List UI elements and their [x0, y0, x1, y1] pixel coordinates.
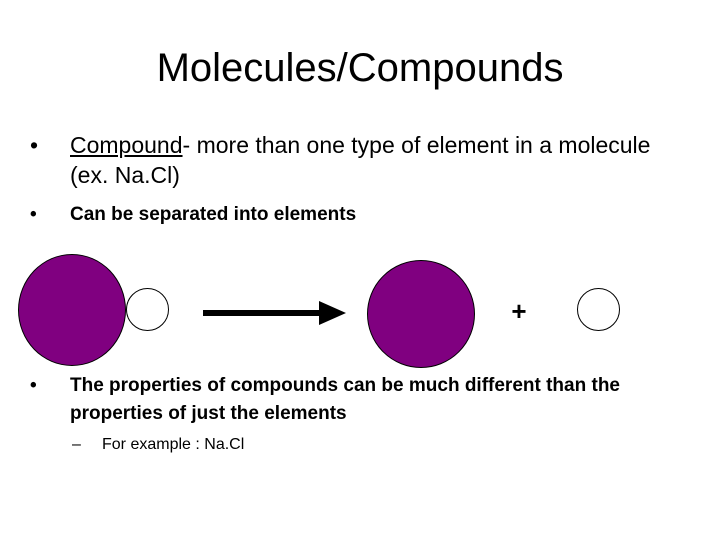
separated-small-atom [577, 288, 620, 331]
bullet-text: The properties of compounds can be much different than the properties of just the elements [70, 375, 620, 424]
plus-sign: + [511, 296, 527, 326]
bullet-marker: • [30, 375, 37, 396]
bullet-text: Can be separated into elements [70, 204, 357, 225]
compound-definition: - more than one type of element in a molecule (ex. Na.Cl) [70, 132, 651, 188]
slide-title: Molecules/Compounds [156, 46, 564, 90]
sub-bullet-example [72, 433, 244, 457]
arrow-head [319, 301, 346, 325]
compound-small-atom [126, 288, 169, 331]
compound-large-atom [18, 254, 126, 366]
separated-large-atom [367, 260, 475, 368]
bullet-text [70, 130, 670, 190]
bullet-properties [30, 372, 670, 428]
reaction-arrow [203, 298, 348, 328]
bullet-marker: • [30, 204, 37, 225]
sub-bullet-text: For example : Na.Cl [102, 436, 245, 453]
bullet-compound-definition [30, 130, 670, 190]
bullet-separation [30, 202, 670, 228]
sub-bullet-marker: – [72, 436, 81, 453]
bullet-marker: • [30, 132, 39, 158]
compound-term: Compound [70, 132, 183, 158]
